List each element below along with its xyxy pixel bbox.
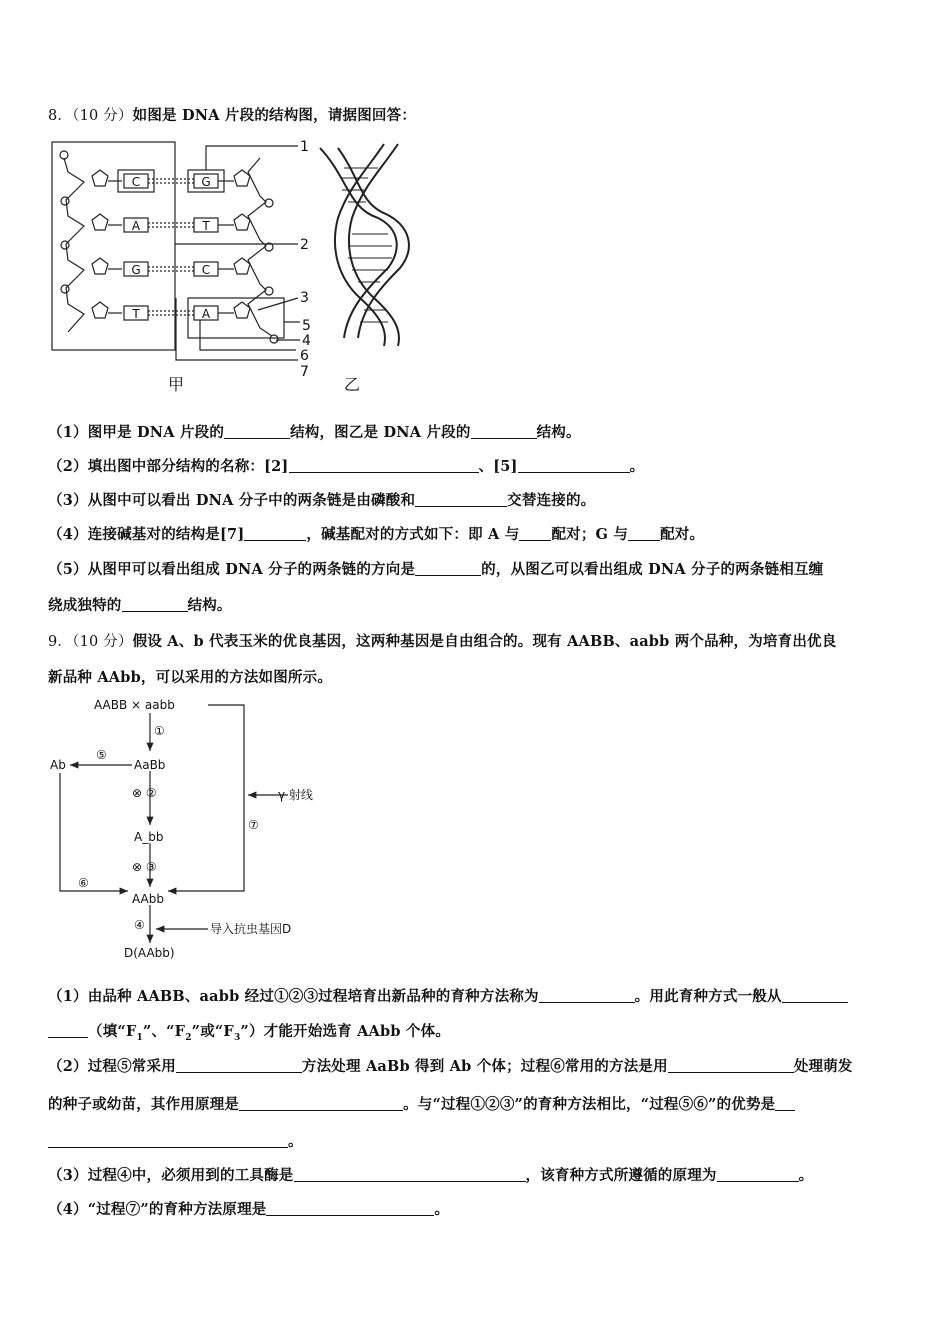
q9-p2-blank2[interactable]: [668, 1058, 794, 1073]
q8-p1-text-a: （1）图甲是 DNA 片段的: [48, 424, 225, 441]
base-right-2: T: [202, 219, 210, 233]
q9-p4-text-a: （4）“过程⑦”的育种方法原理是: [48, 1201, 267, 1218]
q9-p3-blank1[interactable]: [294, 1167, 526, 1182]
q8-p4-text-a: （4）连接碱基对的结构是[7]: [48, 526, 245, 543]
q8-p3-blank1[interactable]: [415, 492, 507, 507]
q8-p4-text-b: ，碱基配对的方式如下：即 A 与: [306, 526, 520, 543]
q9-p2-text-f: 。: [288, 1133, 303, 1150]
target-aabb: AAbb: [132, 892, 164, 906]
q9-part3: [48, 1164, 813, 1185]
step-4: ④: [134, 918, 145, 932]
base-left-4: T: [132, 307, 140, 321]
q9-part1-cont: [48, 1020, 450, 1043]
q9-p2-text-c: 处理萌发: [793, 1058, 853, 1075]
q9-p1-text-a: （1）由品种 AABB、aabb 经过①②③过程培育出新品种的育种方法称为: [48, 988, 539, 1005]
q8-p1-blank2[interactable]: [471, 424, 537, 439]
q9-p4-blank1[interactable]: [266, 1201, 434, 1216]
q9-score: （10 分）: [72, 634, 133, 650]
q9-p2-blank1[interactable]: [176, 1058, 302, 1073]
base-left-1: C: [131, 175, 141, 189]
q8-p4-blank1[interactable]: [244, 526, 306, 541]
a-bb: A_bb: [134, 830, 164, 844]
insert-gene-d: 导入抗虫基因D: [210, 922, 292, 936]
q8-part3: [48, 489, 595, 510]
base-left-2: A: [131, 219, 141, 233]
q8-p1-text-c: 结构。: [536, 424, 581, 441]
haploid-ab: Ab: [50, 758, 66, 772]
label-jia: 甲: [168, 375, 185, 394]
q9-p1-text-c: （填“F: [88, 1023, 137, 1040]
q9-stem: 假设 A、b 代表玉米的优良基因，这两种基因是自由组合的。现有 AABB、aabb 两个品种，为培育出优良: [132, 633, 837, 650]
q8-header: [48, 104, 416, 125]
callout-1: 1: [300, 139, 309, 155]
q9-p1-text-b: 。用此育种方式一般从: [634, 988, 782, 1005]
q9-p2-blank3[interactable]: [239, 1096, 403, 1111]
q9-p1-sub3: 3: [233, 1032, 241, 1043]
q9-p3-text-c: 。: [798, 1167, 814, 1184]
q9-p2-text-b: 方法处理 AaBb 得到 Ab 个体；过程⑥常用的方法是用: [301, 1058, 668, 1075]
q9-p2-text-e: 。与“过程①②③”的育种方法相比，“过程⑤⑥”的优势是: [403, 1096, 776, 1113]
q9-p4-text-b: 。: [434, 1201, 450, 1218]
q9-p1-sub1: 1: [136, 1032, 143, 1043]
step-6: ⑥: [78, 876, 89, 890]
f1-aabb: AaBb: [134, 758, 166, 772]
d-aabb: D(AAbb): [124, 946, 175, 960]
q8-p2-text-a: （2）填出图中部分结构的名称：[2]: [48, 458, 289, 475]
q8-part5-cont: [48, 594, 232, 615]
label-yi: 乙: [344, 375, 361, 394]
q8-score: （10 分）: [72, 108, 133, 124]
q8-p2-text-b: 、[5]: [478, 458, 518, 475]
dna-structure-figure: [48, 138, 413, 398]
q9-stem-cont: 新品种 AAbb，可以采用的方法如图所示。: [48, 669, 333, 686]
q8-p2-blank2[interactable]: [518, 458, 630, 473]
q8-part1: [48, 421, 581, 442]
base-right-1: G: [201, 175, 211, 189]
q9-number: 9．: [48, 634, 73, 650]
callout-2: 2: [300, 237, 309, 253]
step-3: ⊗ ③: [132, 860, 157, 874]
q8-p4-text-c: 配对；G 与: [551, 526, 629, 543]
q9-p1-text-f: ”）才能开始选育 AAbb 个体。: [240, 1023, 451, 1040]
breeding-diagram: [48, 695, 328, 965]
q9-p2-blank4-cont[interactable]: [48, 1133, 288, 1148]
q8-p4-text-d: 配对。: [660, 526, 705, 543]
q9-p2-text-a: （2）过程⑤常采用: [48, 1058, 176, 1075]
q9-p2-blank4[interactable]: [775, 1096, 795, 1111]
step-1: ①: [154, 724, 165, 738]
q9-p1-text-d: ”、“F: [142, 1023, 186, 1040]
cross-parents: AABB × aabb: [94, 698, 175, 712]
q9-part2-cont2: [48, 1130, 303, 1151]
gamma-ray: γ 射线: [278, 788, 313, 802]
q9-p1-blank2-cont[interactable]: [48, 1023, 88, 1038]
base-right-4: A: [201, 307, 211, 321]
q9-p1-blank2[interactable]: [782, 988, 848, 1003]
step-7: ⑦: [248, 818, 259, 832]
q8-p1-text-b: 结构，图乙是 DNA 片段的: [290, 424, 471, 441]
q9-part1: [48, 985, 848, 1006]
q9-p1-blank1[interactable]: [539, 988, 635, 1003]
step-2: ⊗ ②: [132, 786, 157, 800]
q8-p5-blank2[interactable]: [122, 597, 188, 612]
q8-p5-text-d: 结构。: [187, 597, 232, 614]
q8-part2: [48, 455, 644, 476]
q8-p1-blank1[interactable]: [224, 424, 290, 439]
step-5: ⑤: [96, 748, 107, 762]
q8-p4-blank3[interactable]: [628, 526, 660, 541]
q9-p3-blank2[interactable]: [717, 1167, 799, 1182]
q8-p2-blank1[interactable]: [289, 458, 479, 473]
q9-p1-sub2: 2: [185, 1032, 192, 1043]
base-right-3: C: [201, 263, 211, 277]
q9-p3-text-a: （3）过程④中，必须用到的工具酶是: [48, 1167, 294, 1184]
q8-part5: [48, 558, 823, 579]
callout-6: 6: [300, 348, 309, 364]
q8-p5-blank1[interactable]: [415, 561, 481, 576]
q9-part2-cont: [48, 1093, 795, 1114]
q8-stem: 如图是 DNA 片段的结构图，请据图回答：: [132, 107, 417, 124]
q8-number: 8．: [48, 108, 73, 124]
q8-p5-text-b: 的，从图乙可以看出组成 DNA 分子的两条链相互缠: [481, 561, 824, 578]
q8-p5-text-a: （5）从图甲可以看出组成 DNA 分子的两条链的方向是: [48, 561, 416, 578]
callout-5: 5: [302, 318, 311, 334]
q8-part4: [48, 523, 704, 544]
q9-part2: [48, 1055, 853, 1076]
q8-p5-text-c: 绕成独特的: [48, 597, 122, 614]
q9-header: [48, 630, 836, 651]
q8-p3-text-b: 交替连接的。: [507, 492, 596, 509]
q9-part4: [48, 1198, 449, 1219]
base-left-3: G: [131, 263, 141, 277]
callout-4: 4: [302, 333, 311, 349]
q8-p2-text-c: 。: [629, 458, 645, 475]
q9-p1-text-e: ”或“F: [191, 1023, 234, 1040]
q9-p2-text-d: 的种子或幼苗，其作用原理是: [48, 1096, 240, 1113]
q9-header-cont: [48, 666, 332, 687]
q8-p4-blank2[interactable]: [519, 526, 551, 541]
q8-p3-text-a: （3）从图中可以看出 DNA 分子中的两条链是由磷酸和: [48, 492, 416, 509]
q9-p3-text-b: ，该育种方式所遵循的原理为: [525, 1167, 717, 1184]
callout-7: 7: [300, 364, 309, 380]
callout-3: 3: [300, 290, 309, 306]
